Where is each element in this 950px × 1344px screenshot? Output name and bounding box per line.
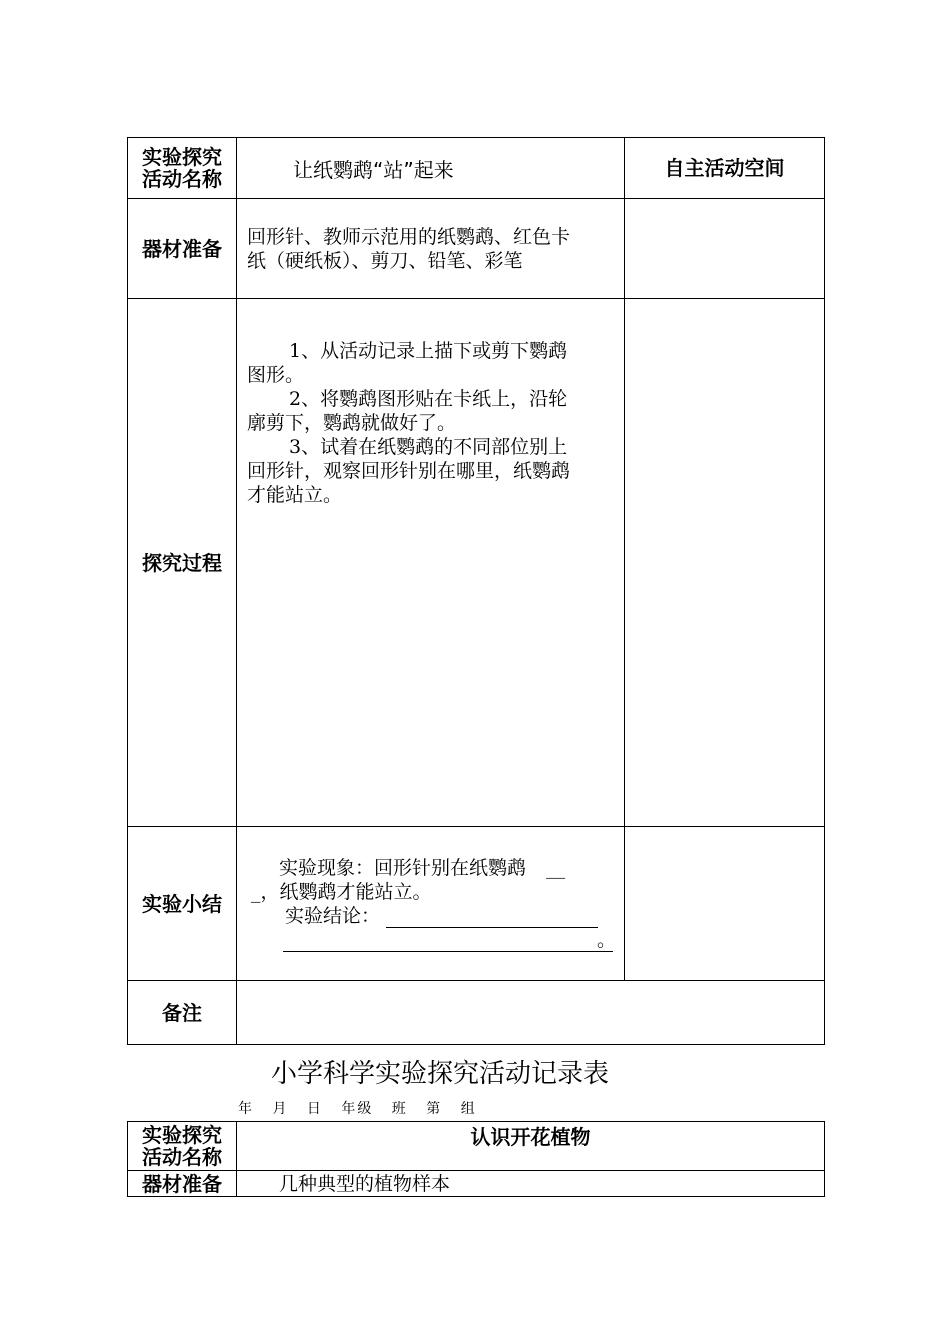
self-activity-space-text: 自主活动空间 bbox=[664, 156, 785, 180]
conclusion-end-mark: 。 bbox=[597, 928, 617, 951]
summary-label bbox=[128, 827, 237, 981]
activity-name-label-line1: 实验探究 bbox=[142, 145, 222, 169]
process-label bbox=[128, 299, 237, 827]
process-step-1 bbox=[247, 339, 618, 387]
materials-value-2 bbox=[237, 1171, 825, 1197]
materials-value bbox=[237, 199, 625, 299]
process-step-3 bbox=[247, 435, 618, 507]
summary-row bbox=[128, 827, 825, 981]
conclusion-blank-2 bbox=[283, 929, 613, 952]
phenomenon-text-cont: ，纸鹦鹉才能站立。 bbox=[260, 880, 432, 903]
materials-label-text: 器材准备 bbox=[142, 236, 222, 261]
notes-label-text: 备注 bbox=[162, 1000, 202, 1025]
conclusion-line2 bbox=[251, 928, 616, 952]
materials-line2: 纸（硬纸板）、剪刀、铅笔、彩笔 bbox=[247, 249, 523, 272]
activity-name-text: 让纸鹦鹉“站”起来 bbox=[293, 157, 454, 182]
process-label-text: 探究过程 bbox=[142, 550, 222, 575]
summary-side-space bbox=[625, 827, 825, 981]
phenomenon-line1 bbox=[251, 856, 616, 880]
materials-row-2 bbox=[128, 1171, 825, 1197]
step3-line3: 才能站立。 bbox=[247, 484, 343, 506]
activity-name-value bbox=[237, 138, 625, 199]
materials-row bbox=[128, 199, 825, 299]
materials-side-space bbox=[625, 199, 825, 299]
notes-row bbox=[128, 981, 825, 1045]
step3-line1: 3、试着在纸鹦鹉的不同部位别上 bbox=[289, 436, 568, 458]
step3-line2: 回形针，观察回形针别在哪里，纸鹦鹉 bbox=[247, 460, 571, 482]
record-table-1 bbox=[127, 137, 825, 1045]
activity-name-label bbox=[128, 138, 237, 199]
activity-name-label-2 bbox=[128, 1122, 237, 1171]
activity-name-row-2 bbox=[128, 1122, 825, 1171]
conclusion-blank-1 bbox=[386, 909, 598, 928]
phenomenon-blank-cont: _ bbox=[251, 880, 261, 903]
process-row bbox=[128, 299, 825, 827]
activity-name-label-2-line2: 活动名称 bbox=[142, 1145, 222, 1169]
step1-line2: 图形。 bbox=[247, 364, 305, 386]
phenomenon-text: 实验现象：回形针别在纸鹦鹉 bbox=[279, 856, 527, 879]
activity-name-row bbox=[128, 138, 825, 199]
date-class-group-line: 年 月 日 年级 班 第 组 bbox=[238, 1101, 477, 1117]
materials-line1: 回形针、教师示范用的纸鹦鹉、红色卡 bbox=[247, 225, 571, 248]
activity-name-label-line2: 活动名称 bbox=[142, 167, 222, 191]
summary-content bbox=[237, 827, 625, 981]
phenomenon-line2 bbox=[251, 880, 616, 904]
step1-line1: 1、从活动记录上描下或剪下鹦鹉 bbox=[289, 340, 568, 362]
self-activity-space-header bbox=[625, 138, 825, 199]
summary-label-text: 实验小结 bbox=[142, 891, 222, 916]
materials-label-2 bbox=[128, 1171, 237, 1197]
activity-name-label-2-line1: 实验探究 bbox=[142, 1123, 222, 1147]
process-step-2 bbox=[247, 387, 618, 435]
process-side-space bbox=[625, 299, 825, 827]
step2-line2: 廓剪下，鹦鹉就做好了。 bbox=[247, 412, 457, 434]
record-table-2 bbox=[127, 1121, 825, 1197]
phenomenon-blank: __ bbox=[546, 856, 566, 879]
activity-name-value-2 bbox=[237, 1122, 825, 1171]
activity-name-text-2: 认识开花植物 bbox=[470, 1125, 591, 1149]
notes-label bbox=[128, 981, 237, 1045]
materials-label bbox=[128, 199, 237, 299]
conclusion-line bbox=[251, 904, 616, 928]
process-steps bbox=[237, 299, 625, 827]
conclusion-label: 实验结论： bbox=[285, 904, 381, 927]
materials-label-2-text: 器材准备 bbox=[142, 1171, 222, 1196]
notes-value bbox=[237, 981, 825, 1045]
step2-line1: 2、将鹦鹉图形贴在卡纸上，沿轮 bbox=[289, 388, 568, 410]
materials-text-2: 几种典型的植物样本 bbox=[279, 1172, 451, 1195]
record-table-2-title: 小学科学实验探究活动记录表 bbox=[270, 1059, 609, 1089]
